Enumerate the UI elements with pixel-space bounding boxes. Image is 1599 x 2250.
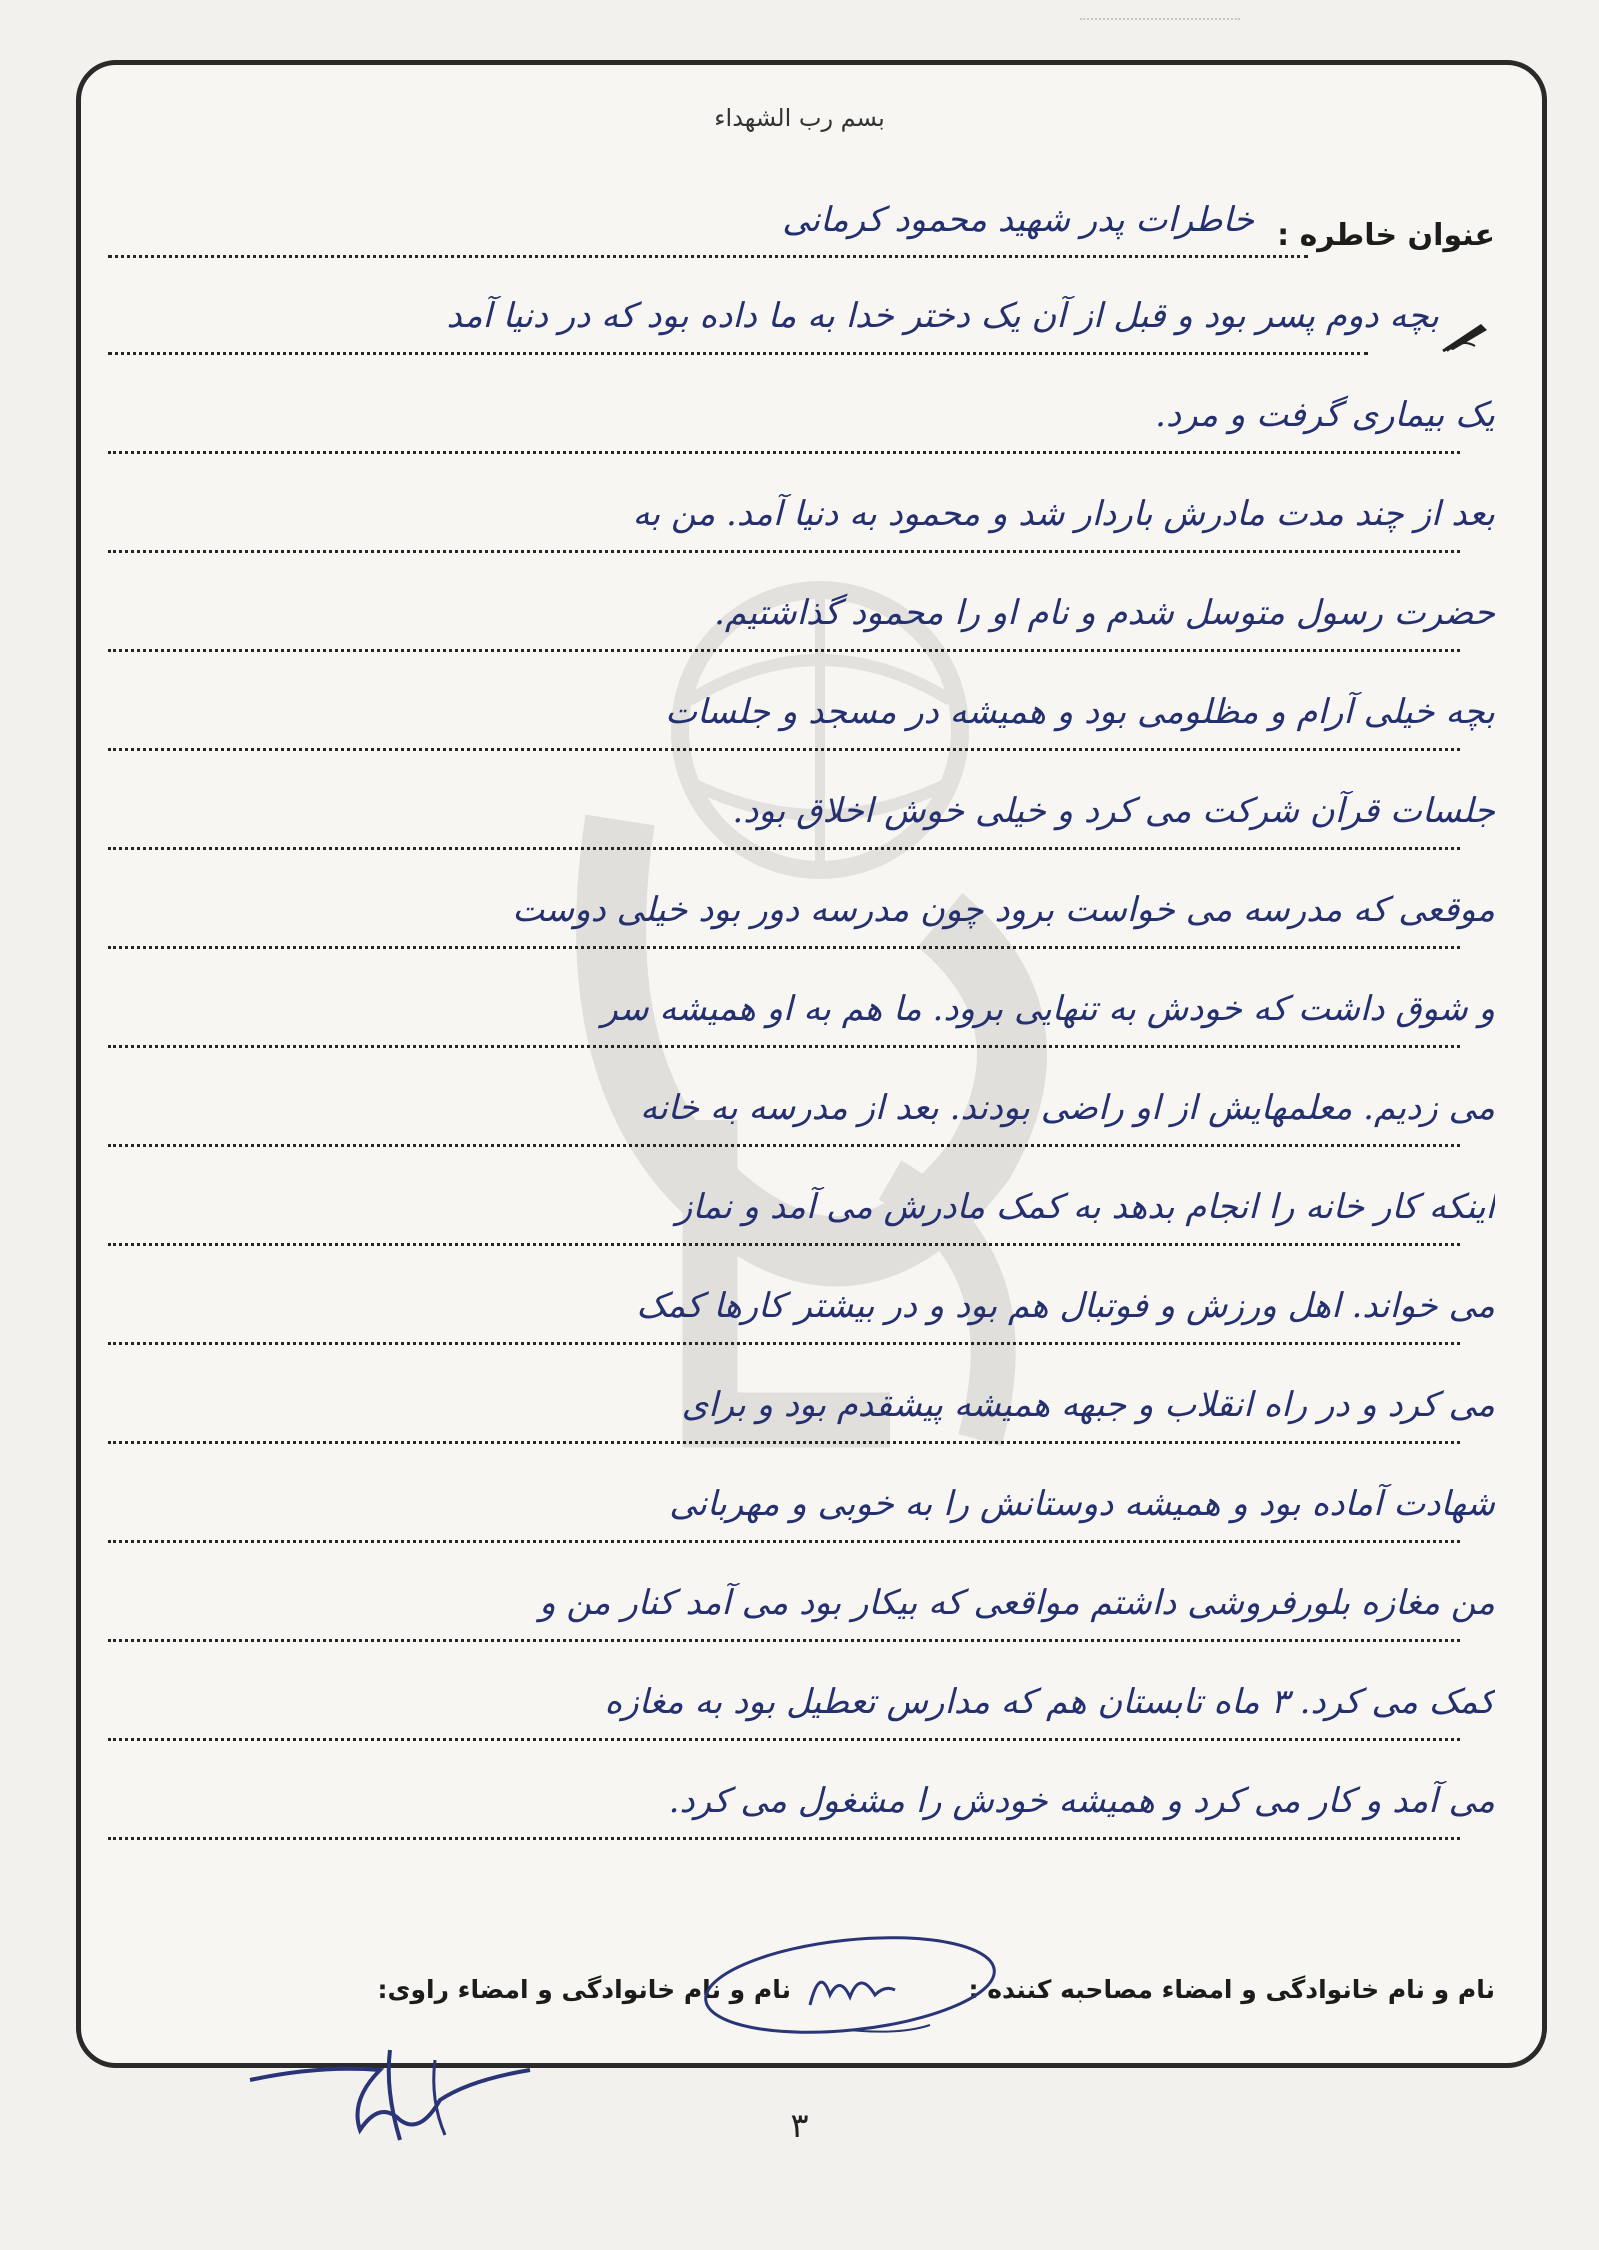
handwritten-line: بچه دوم پسر بود و قبل از آن یک دختر خدا به ما داده بود که در دنیا آمد bbox=[446, 296, 1439, 336]
handwritten-line: کمک می کرد. ۳ ماه تابستان هم که مدارس تعطیل بود به مغازه bbox=[604, 1682, 1495, 1722]
ruled-line bbox=[108, 847, 1460, 850]
ruled-line bbox=[108, 1540, 1460, 1543]
ruled-line bbox=[108, 748, 1460, 751]
faint-top-mark bbox=[1080, 18, 1240, 34]
handwritten-line: بچه خیلی آرام و مظلومی بود و همیشه در مسجد و جلسات bbox=[665, 692, 1495, 732]
ruled-line bbox=[108, 1045, 1460, 1048]
memory-title-value: خاطرات پدر شهید محمود کرمانی bbox=[782, 200, 1254, 240]
handwritten-line: و شوق داشت که خودش به تنهایی برود. ما هم به او همیشه سر bbox=[601, 989, 1495, 1029]
narrator-name-signature-label: نام و نام خانوادگی و امضاء راوی: bbox=[377, 1975, 791, 2004]
handwritten-line: می زدیم. معلمهایش از او راضی بودند. بعد از مدرسه به خانه bbox=[640, 1088, 1495, 1128]
ruled-line bbox=[108, 451, 1460, 454]
interviewer-signature bbox=[700, 1935, 1005, 2050]
title-ruled-line bbox=[108, 255, 1308, 258]
ruled-line bbox=[108, 1639, 1460, 1642]
ruled-line bbox=[108, 352, 1368, 355]
handwritten-line: می خواند. اهل ورزش و فوتبال هم بود و در بیشتر کارها کمک bbox=[636, 1286, 1495, 1326]
handwritten-line: یک بیماری گرفت و مرد. bbox=[1155, 395, 1495, 435]
handwritten-line: من مغازه بلورفروشی داشتم مواقعی که بیکار بود می آمد کنار من و bbox=[539, 1583, 1495, 1623]
ruled-line bbox=[108, 1441, 1460, 1444]
basmala-header: بسم رب الشهداء bbox=[714, 104, 885, 132]
interviewer-name-signature-label: نام و نام خانوادگی و امضاء مصاحبه کننده : bbox=[968, 1975, 1495, 2004]
pen-icon bbox=[1441, 318, 1491, 352]
page-number: ۳ bbox=[790, 2106, 809, 2146]
handwritten-line: بعد از چند مدت مادرش باردار شد و محمود به دنیا آمد. من به bbox=[632, 494, 1495, 534]
ruled-line bbox=[108, 1342, 1460, 1345]
handwritten-line: می آمد و کار می کرد و همیشه خودش را مشغول می کرد. bbox=[668, 1781, 1495, 1821]
handwritten-line: می کرد و در راه انقلاب و جبهه همیشه پیشقدم بود و برای bbox=[681, 1385, 1495, 1425]
ruled-line bbox=[108, 946, 1460, 949]
ruled-line bbox=[108, 1837, 1460, 1840]
ruled-line bbox=[108, 649, 1460, 652]
ruled-line bbox=[108, 1243, 1460, 1246]
handwritten-line: جلسات قرآن شرکت می کرد و خیلی خوش اخلاق بود. bbox=[732, 791, 1495, 831]
handwritten-line: موقعی که مدرسه می خواست برود چون مدرسه دور بود خیلی دوست bbox=[512, 890, 1495, 930]
ruled-line bbox=[108, 1144, 1460, 1147]
handwritten-line: اینکه کار خانه را انجام بدهد به کمک مادرش می آمد و نماز bbox=[675, 1187, 1495, 1227]
ruled-line bbox=[108, 550, 1460, 553]
memory-title-label: عنوان خاطره : bbox=[1277, 218, 1495, 253]
ruled-line bbox=[108, 1738, 1460, 1741]
handwritten-line: حضرت رسول متوسل شدم و نام او را محمود گذاشتیم. bbox=[714, 593, 1495, 633]
handwritten-line: شهادت آماده بود و همیشه دوستانش را به خوبی و مهربانی bbox=[669, 1484, 1495, 1524]
